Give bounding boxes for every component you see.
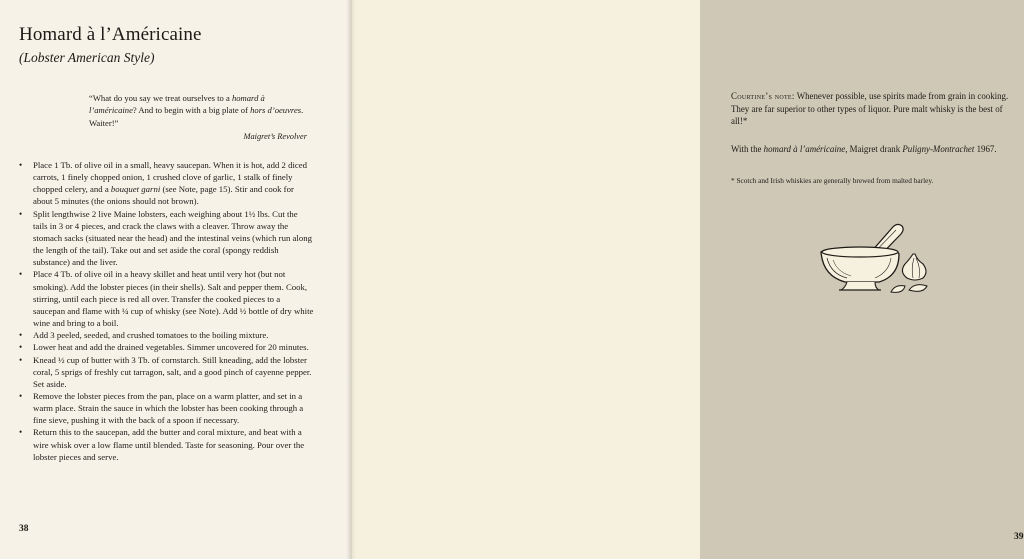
step-text: Knead ½ cup of butter with 3 Tb. of cornstarch. Still kneading, add the lobster coral, 5 sprigs of freshly cut tarragon, salt, and a good pinch of cayenne pepper. Set aside.: [33, 354, 312, 389]
wine-text: With the: [731, 144, 764, 154]
step-text: Place 4 Tb. of olive oil in a heavy skillet and heat until very hot (but not smoking). Add the lobster pieces (in their shells). Salt and pepper them. Cook, stirring, until each piece is red all over. Transfer the cooked pieces to a saucepan and flame with ¼ cup of whisky (see Note). Add ½ bottle of dry white wine and bring to a boil.: [33, 269, 314, 329]
epigraph-quote: [89, 92, 307, 144]
footnote: * Scotch and Irish whiskies are generally brewed from malted barley.: [731, 176, 934, 185]
page-number-left: 38: [19, 524, 29, 534]
recipe-step: [19, 159, 314, 208]
step-text: Split lengthwise 2 live Maine lobsters, each weighing about 1½ lbs. Cut the tails in 3 or 4 pieces, and crack the claws with a cleaver. Throw away the stomach sacks (situated near the head) and the intestinal veins (which run along the length of the tail). Take out and set aside the coral (spongy reddish substance) and the liver.: [33, 208, 312, 268]
recipe-step: [19, 268, 314, 329]
recipe-steps: [19, 159, 314, 463]
recipe-step: [19, 354, 314, 390]
step-text: Remove the lobster pieces from the pan, place on a warm platter, and set in a warm place. Strain the sauce in which the lobster has been cooking through a fine sieve, pushing it with the back of a spoon if necessary.: [33, 390, 304, 426]
mortar-and-pestle-garlic-icon: [817, 218, 941, 302]
note-label: Courtine’s note:: [731, 91, 795, 101]
step-emphasis: bouquet garni: [110, 184, 161, 195]
epigraph-part: ? And to begin with a big plate of: [132, 105, 251, 116]
recipe-subtitle: (Lobster American Style): [19, 50, 155, 65]
left-page: [0, 0, 350, 559]
epigraph-emphasis: homard à l’américaine: [89, 93, 265, 116]
epigraph-part: “What do you say we treat ourselves to a: [89, 93, 232, 103]
wine-text: , Maigret drank: [845, 144, 903, 154]
recipe-title: Homard à l’Américaine: [19, 24, 202, 45]
recipe-step: [19, 329, 314, 341]
epigraph-attribution: Maigret’s Revolver: [243, 132, 307, 142]
courtine-note: [731, 90, 1013, 128]
right-page: [350, 0, 1024, 559]
step-text: Lower heat and add the drained vegetables. Simmer uncovered for 20 minutes.: [33, 342, 309, 353]
wine-emphasis: Puligny-Montrachet: [902, 144, 975, 154]
wine-emphasis: homard à l’américaine: [763, 144, 846, 154]
step-text: Return this to the saucepan, add the butter and coral mixture, and beat with a wire whisk over a low flame until blended. Taste for seasoning. Pour over the lobster pieces and serve.: [33, 427, 305, 462]
step-text: (see Note, page 15). Stir and cook for about 5 minutes (the onions should not brown).: [33, 184, 294, 207]
wine-text: 1967.: [974, 144, 997, 154]
recipe-step: [19, 341, 314, 353]
note-text: Whenever possible, use spirits made from grain in cooking. They are far superior to other types of liquor. Pure malt whisky is the best of all!*: [731, 91, 1009, 127]
step-text: Place 1 Tb. of olive oil in a small, heavy saucepan. When it is hot, add 2 diced carrots, 1 finely chopped onion, 1 crushed clove of garlic, 1 stalk of finely chopped celery, and a: [33, 160, 308, 195]
wine-pairing: [731, 143, 1013, 156]
epigraph-part: . Waiter!”: [89, 105, 304, 128]
recipe-step: [19, 208, 314, 269]
epigraph-emphasis: hors d’oeuvres: [250, 105, 302, 116]
epigraph-text: [89, 92, 307, 129]
page-number-right: 39: [1014, 532, 1024, 542]
recipe-step: [19, 390, 314, 426]
step-text: Add 3 peeled, seeded, and crushed tomatoes to the boiling mixture.: [33, 330, 269, 341]
recipe-step: [19, 426, 314, 462]
